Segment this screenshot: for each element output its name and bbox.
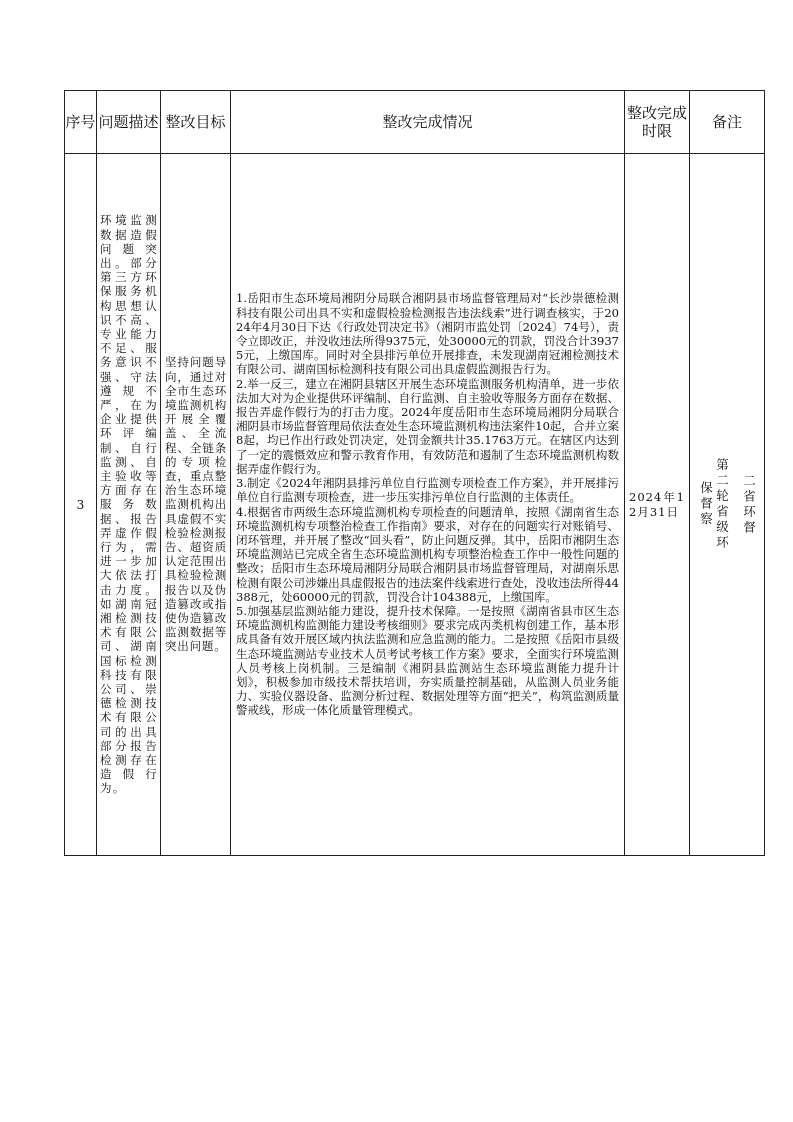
row-deadline: 2024年12月31日 (629, 490, 685, 519)
completion-item-1: 1.岳阳市生态环境局湘阴分局联合湘阴县市场监督管理局对“长沙崇德检测科技有限公司出具不实和虚假检验检测报告违法线索”进行调查核实，于2024年4月30日下达《行政处罚决定书》（湘阴市监处罚〔2024〕74号），责令立即改正，并没收违法所得9375元，处30000元的罚款，罚没合计39375元，上缴国库。同时对全县排污单位开展排查，未发现湖南冠湘检测技术有限公司、湖南国标检测科技有限公司出具虚假监测报告行为。 (236, 291, 619, 377)
row-target: 坚持问题导向，通过对全市生态环境监测机构开展全覆盖、全流程、全链条的专项检查，重点整治生态环境监测机构出具虚假不实检验检测报告、超资质认定范围出具检验检测报告以及伪造篡改或指使伪造篡改监测数据等突出问题。 (165, 355, 227, 654)
header-problem: 问题描述 (97, 91, 161, 154)
completion-item-5: 5.加强基层监测站能力建设，提升技术保障。一是按照《湖南省县市区生态环境监测机构监测能力建设考核细则》要求完成丙类机构创建工作，基本形成具备有效开展区域内执法监测和应急监测的能力。二是按照《岳阳市县级生态环境监测站专业技术人员考试考核工作方案》要求，全面实行环境监测人员考核上岗机制。三是编制《湘阴县监测站生态环境监测能力提升计划》，积极参加市级技术帮扶培训，夯实质量控制基础，从监测人员业务能力、实验仪器设备、监测分析过程、数据处理等方面“把关”，构筑监测质量警戒线，形成一体化质量管理模式。 (236, 603, 619, 718)
row-index: 3 (65, 154, 97, 856)
completion-item-2: 2.举一反三，建立在湘阴县辖区开展生态环境监测服务机构清单，进一步依法加大对为企业提供环评编制、自行监测、自主验收等服务方面存在数据、报告弄虚作假行为的打击力度。2024年度岳阳市生态环境局湘阴分局联合湘阴县市场监督管理局依法查处生态环境监测机构违法案件10起，合并立案8起，均已作出行政处罚决定，处罚金额共计35.1763万元。在辖区内达到了一定的震慑效应和警示教育作用，有效防范和遏制了生态环境监测机构数据弄虚作假行为。 (236, 376, 619, 476)
header-target: 整改目标 (161, 91, 231, 154)
remark-col-1: 第二轮省级环保督察 (698, 458, 730, 551)
table-row (65, 154, 765, 856)
row-remark-cell (690, 154, 765, 856)
rectification-table (64, 90, 765, 856)
header-remark: 备注 (690, 91, 765, 154)
row-problem: 环境监测数据造假问题突出。部分第三方环保服务机构思想认识不高、专业能力不足、服务意识不强、守法遵规不严，在为企业提供环评编制、自行监测、自主验收等方面存在服务数据、报告弄虚作假行为，需进一步加大依法打击力度。如湖南冠湘检测技术有限公司、湖南国标检测科技有限公司、崇德检测技术有限公司的出具部分报告检测存在造假行为。 (100, 213, 158, 796)
header-deadline: 整改完成时限 (625, 91, 690, 154)
row-target-cell (161, 154, 231, 856)
row-problem-cell (97, 154, 161, 856)
header-completion: 整改完成情况 (231, 91, 625, 154)
table-header-row (65, 91, 765, 154)
completion-item-3: 3.制定《2024年湘阴县排污单位自行监测专项检查工作方案》，并开展排污单位自行监测专项检查，进一步压实排污单位自行监测的主体责任。 (236, 476, 619, 505)
row-completion-cell (231, 154, 625, 856)
row-deadline-cell (625, 154, 690, 856)
remark-col-2: 二省环督 (741, 473, 757, 536)
header-index: 序号 (65, 91, 97, 154)
completion-item-4: 4.根据省市两级生态环境监测机构专项检查的问题清单，按照《湖南省生态环境监测机构专项整治检查工作指南》要求，对存在的问题实行对账销号、闭环管理，并开展了整改“回头看”，防止问题反弹。其中，岳阳市湘阴生态环境监测站已完成全省生态环境监测机构专项整治检查工作中一般性问题的整改；岳阳市生态环境局湘阴分局联合湘阴县市场监督管理局，对湖南乐思检测有限公司涉嫌出具虚假报告的违法案件线索进行查处，没收违法所得44388元，处60000元的罚款，罚没合计104388元，上缴国库。 (236, 504, 619, 604)
